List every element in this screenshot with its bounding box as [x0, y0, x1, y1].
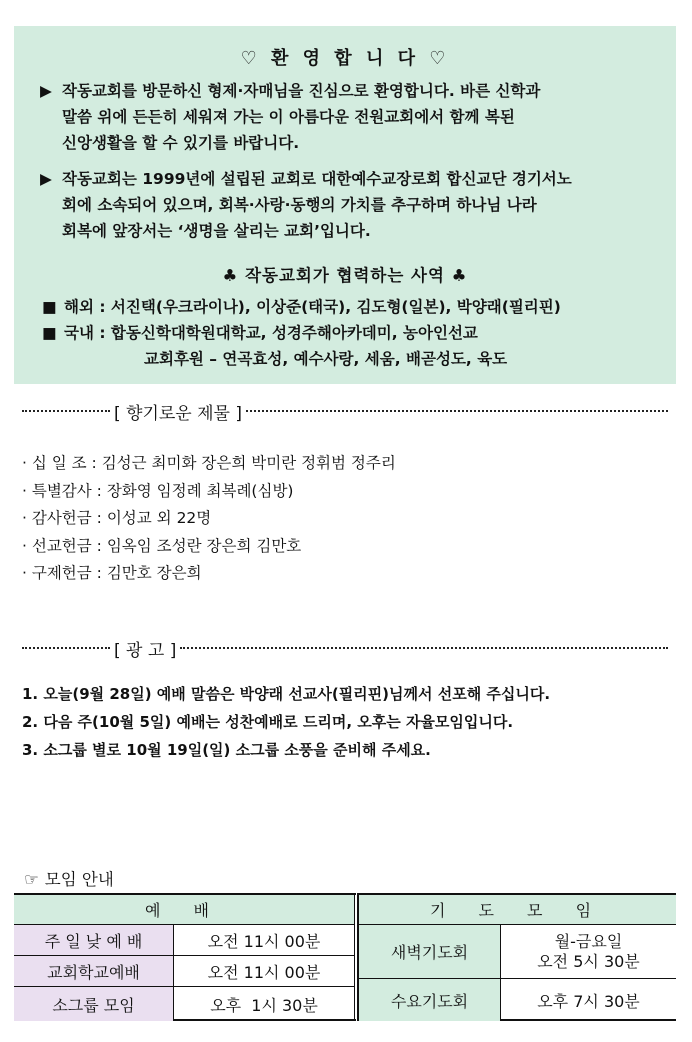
prayer-time-line: 월-금요일: [554, 931, 623, 951]
square-bullet-icon: ■: [42, 324, 57, 342]
ministry-title: ♣ 작동교회가 협력하는 사역 ♣: [222, 266, 468, 285]
prayer-time-line: 오전 5시 30분: [537, 951, 640, 971]
ministry-domestic-text: 국내 : 합동신학대학원대학교, 성경주해아카데미, 농아인선교: [64, 324, 478, 342]
pointing-hand-icon: ☞: [24, 870, 39, 889]
list-item: · 십 일 조 : 김성근 최미화 장은희 박미란 정휘범 정주리: [22, 454, 396, 472]
notices-heading-text: [ 광 고 ]: [114, 640, 177, 661]
notices-heading: [22, 635, 668, 661]
paragraph-line: 회에 소속되어 있으며, 회복·사랑·동행의 가치를 추구하며 하나님 나라: [62, 196, 537, 214]
list-item: · 구제헌금 : 김만호 장은희: [22, 564, 202, 582]
prayer-time: [501, 925, 676, 979]
dotted-leader: [180, 647, 668, 649]
welcome-paragraph-2: [40, 166, 660, 244]
worship-time: 오전 11시 00분: [174, 956, 354, 987]
prayer-name: 수요기도회: [359, 979, 501, 1021]
paragraph-line: 말씀 위에 든든히 세워져 가는 이 아름다운 전원교회에서 함께 복된: [62, 108, 515, 126]
prayer-header: 기 도 모 임: [359, 895, 676, 925]
notices-list: [22, 680, 682, 764]
prayer-name: 새벽기도회: [359, 925, 501, 979]
paragraph-line: 신앙생활을 할 수 있기를 바랍니다.: [62, 134, 300, 152]
dotted-leader: [22, 647, 110, 649]
paragraph-line: 작동교회는 1999년에 설립된 교회로 대한예수교장로회 합신교단 경기서노: [62, 170, 572, 188]
meetings-title-text: 모임 안내: [44, 870, 114, 889]
list-item: · 선교헌금 : 임옥임 조성란 장은희 김만호: [22, 536, 302, 555]
welcome-title: ♡ 환 영 합 니 다 ♡: [240, 48, 450, 69]
worship-time: 오전 11시 00분: [174, 925, 354, 956]
ministry-domestic-continued: 교회후원 – 연곡효성, 예수사랑, 세움, 배곧성도, 육도: [144, 350, 508, 368]
offering-heading-text: [ 향기로운 제물 ]: [114, 403, 243, 424]
paragraph-line: 작동교회를 방문하신 형제·자매님을 진심으로 환영합니다. 바른 신학과: [62, 82, 541, 100]
ministry-domestic: [42, 320, 507, 372]
worship-header: 예 배: [14, 895, 354, 925]
list-item: 2. 다음 주(10월 5일) 예배는 성찬예배로 드리며, 오후는 자율모임입니다.: [22, 713, 514, 731]
paragraph-line: 회복에 앞장서는 ‘생명을 살리는 교회’입니다.: [62, 222, 371, 240]
meetings-title: [24, 866, 114, 890]
worship-time: 오후 1시 30분: [210, 995, 318, 1015]
ministry-overseas-text: 해외 : 서진택(우크라이나), 이상준(태국), 김도형(일본), 박양래(필리핀): [64, 298, 561, 316]
prayer-time: 오후 7시 30분: [537, 991, 640, 1011]
worship-name: 교회학교예배: [14, 956, 174, 987]
worship-name: 주 일 낮 예 배: [14, 925, 174, 956]
worship-name: 소그룹 모임: [14, 987, 174, 1021]
list-item: · 감사헌금 : 이성교 외 22명: [22, 509, 212, 527]
list-item: · 특별감사 : 장화영 임정례 최복례(심방): [22, 481, 294, 500]
welcome-box: [14, 26, 676, 384]
arrow-bullet-icon: ▶: [40, 170, 52, 188]
worship-table: [14, 893, 356, 1021]
prayer-table: [358, 893, 676, 1021]
welcome-paragraph-1: [40, 78, 660, 156]
offering-list: [22, 450, 672, 588]
offering-heading: [22, 398, 668, 424]
dotted-leader: [246, 410, 668, 412]
dotted-leader: [22, 410, 110, 412]
meetings-table: [14, 893, 676, 1021]
arrow-bullet-icon: ▶: [40, 82, 52, 100]
ministry-overseas: [42, 294, 561, 320]
list-item: 3. 소그룹 별로 10월 19일(일) 소그룹 소풍을 준비해 주세요.: [22, 741, 431, 759]
list-item: 1. 오늘(9월 28일) 예배 말씀은 박양래 선교사(필리핀)님께서 선포해 주십니다.: [22, 685, 551, 703]
square-bullet-icon: ■: [42, 298, 57, 316]
